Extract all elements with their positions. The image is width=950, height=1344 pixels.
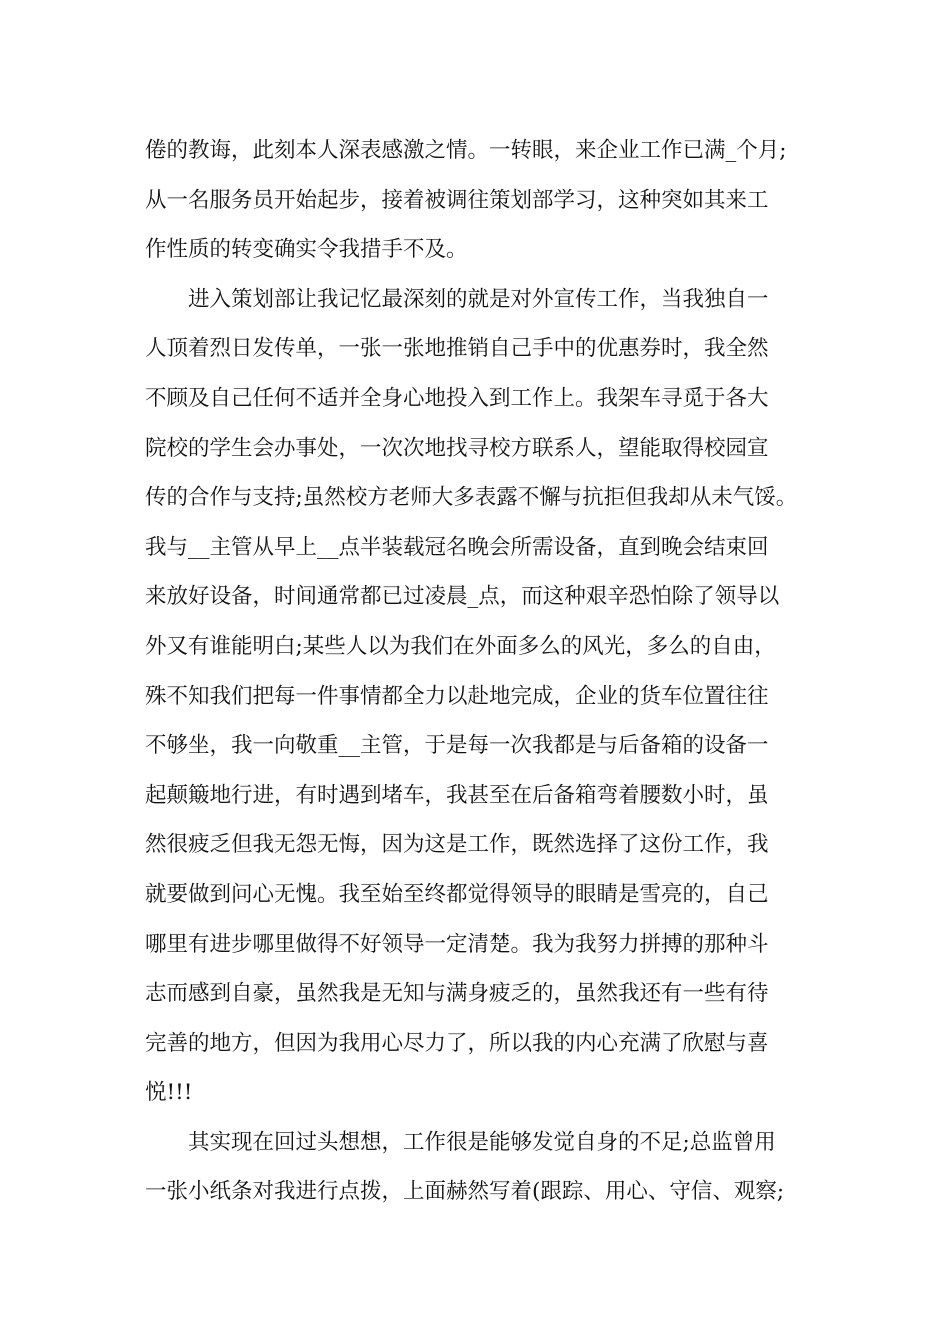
text-line: 志而感到自豪，虽然我是无知与满身疲乏的，虽然我还有一些有待 — [145, 981, 769, 1007]
text-line: 我与__主管从早上__点半装载冠名晚会所需设备，直到晚会结束回 — [145, 534, 769, 560]
text-line: 起颠簸地行进，有时遇到堵车，我甚至在后备箱弯着腰数小时，虽 — [145, 782, 769, 808]
text-line: 哪里有进步哪里做得不好领导一定清楚。我为我努力拼搏的那种斗 — [145, 931, 769, 957]
text-line: 来放好设备，时间通常都已过凌晨_点，而这种艰辛恐怕除了领导以 — [145, 584, 780, 610]
text-line: 倦的教诲，此刻本人深表感激之情。一转眼，来企业工作已满_个月; — [145, 138, 787, 163]
text-line: 殊不知我们把每一件事情都全力以赴地完成，企业的货车位置往往 — [145, 683, 769, 709]
text-line: 就要做到问心无愧。我至始至终都觉得领导的眼睛是雪亮的，自己 — [145, 881, 769, 907]
text-line: 不顾及自己任何不适并全身心地投入到工作上。我架车寻觅于各大 — [145, 385, 769, 411]
text-line: 一张小纸条对我进行点拨，上面赫然写着(跟踪、用心、守信、观察; — [145, 1179, 785, 1205]
text-line: 完善的地方，但因为我用心尽力了，所以我的内心充满了欣慰与喜 — [145, 1030, 769, 1056]
text-line: 人顶着烈日发传单，一张一张地推销自己手中的优惠券时，我全然 — [145, 336, 769, 362]
paragraph-start-line: 其实现在回过头想想，工作很是能够发觉自身的不足;总监曾用 — [188, 1129, 776, 1155]
text-line: 传的合作与支持;虽然校方老师大多表露不懈与抗拒但我却从未气馁。 — [145, 485, 798, 511]
text-line: 外又有谁能明白;某些人以为我们在外面多么的风光，多么的自由， — [145, 633, 776, 659]
text-line: 然很疲乏但我无怨无悔，因为这是工作，既然选择了这份工作，我 — [145, 832, 769, 858]
paragraph-start-line: 进入策划部让我记忆最深刻的就是对外宣传工作，当我独自一 — [188, 286, 769, 312]
text-line: 悦!!! — [145, 1080, 193, 1106]
text-line: 从一名服务员开始起步，接着被调往策划部学习，这种突如其来工 — [145, 187, 769, 213]
text-line: 作性质的转变确实令我措手不及。 — [145, 237, 468, 263]
document-body — [145, 126, 825, 1217]
text-line: 不够坐，我一向敬重__主管，于是每一次我都是与后备箱的设备一 — [145, 733, 769, 759]
text-line: 院校的学生会办事处，一次次地找寻校方联系人，望能取得校园宣 — [145, 435, 769, 461]
